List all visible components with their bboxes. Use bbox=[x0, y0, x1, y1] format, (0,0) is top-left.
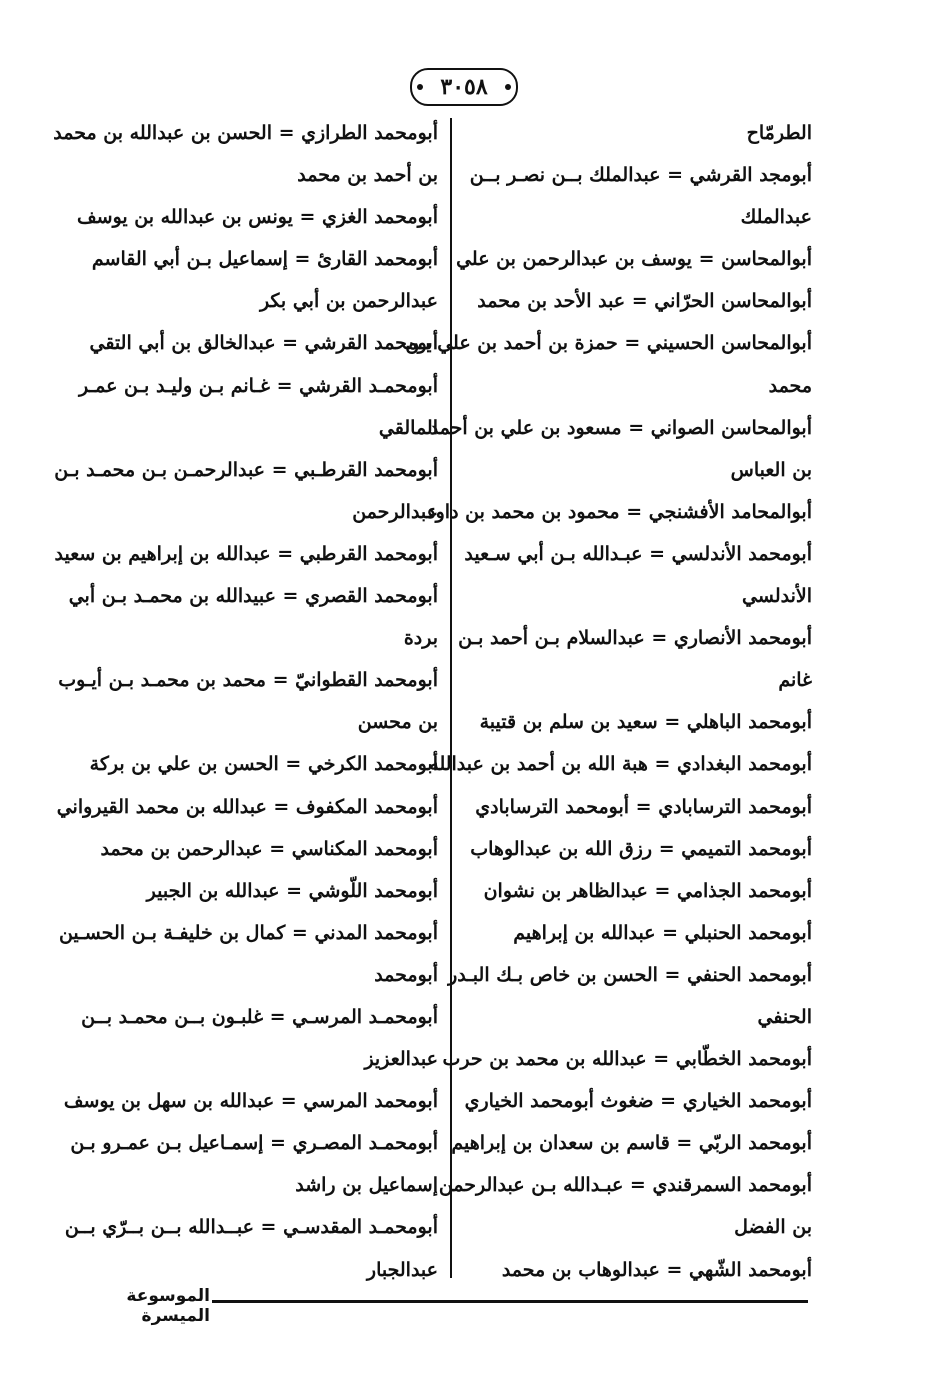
index-line: أبومحمد الحنفي = الحسن بن خاص بـك البـدر bbox=[448, 963, 812, 986]
index-line: أبوالمحاسن الحسيني = حمزة بن أحمد بن علي بـن bbox=[405, 332, 812, 355]
index-line: أبومحمد المرسي = عبدالله بن سهل بن يوسف bbox=[63, 1090, 438, 1113]
index-line: الحنفي bbox=[757, 1005, 812, 1028]
index-line: أبومحمد الطرازي = الحسن بن عبدالله بن محمد bbox=[53, 122, 438, 144]
index-line: أبومحمـد المقدسـي = عبــدالله بــن بــرّي بــن bbox=[64, 1216, 438, 1239]
index-line: أبومحمد الأندلسي = عبـدالله بـن أبي سـعيد bbox=[464, 542, 812, 565]
index-line: أبومحمد المدني = كمال بن خليفـة بـن الحسـين bbox=[58, 921, 438, 944]
index-line: بن العباس bbox=[730, 458, 812, 481]
index-line: أبوالمحاسن الصواني = مسعود بن علي بن أحمد bbox=[429, 416, 812, 439]
index-line: أبومحمد اللّوشي = عبدالله بن الجبير bbox=[146, 879, 438, 902]
footer-title: الموسوعة الميسرة bbox=[126, 1286, 210, 1326]
index-line: أبومحمد القصري = عبيدالله بن محمـد بـن أبي bbox=[68, 585, 438, 608]
left-column bbox=[53, 112, 438, 1291]
index-line: أبومحمد التميمي = رزق الله بن عبدالوهاب bbox=[470, 837, 812, 860]
index-line: أبومحمد الترسابادي = أبومحمد الترسابادي bbox=[475, 795, 812, 818]
index-line: أبومحمد الجذامي = عبدالظاهر بن نشوان bbox=[483, 879, 812, 902]
index-line: الطرمّاح bbox=[746, 122, 812, 144]
index-line: بردة bbox=[403, 627, 438, 650]
index-line: عبدالملك bbox=[740, 206, 812, 229]
index-line: بن محسن bbox=[357, 711, 438, 734]
index-line: أبومحمد الأنصاري = عبدالسلام بـن أحمد بـن bbox=[458, 627, 812, 650]
index-line: أبومحمد القرطبي = عبدالله بن إبراهيم بن سعيد bbox=[54, 542, 438, 565]
footer-rule bbox=[212, 1300, 808, 1303]
index-line: بن أحمد بن محمد bbox=[297, 164, 438, 187]
index-line: أبومحمد البغدادي = هبة الله بن أحمد بن عبدالله bbox=[429, 753, 812, 776]
index-line: أبومحمد الخطّابي = عبدالله بن محمد بن حرب bbox=[442, 1048, 812, 1071]
index-line: أبومحمد الربّي = قاسم بن سعدان بن إبراهيم bbox=[451, 1132, 812, 1155]
index-line: أبومجد القرشي = عبدالملك بــن نصـر بــن bbox=[469, 164, 812, 187]
index-line: أبوالمحاسن الحرّاني = عبد الأحد بن محمد bbox=[477, 290, 812, 313]
index-line: إسماعيل بن راشد bbox=[295, 1174, 438, 1197]
index-line: محمد bbox=[768, 374, 812, 397]
index-line: عبدالعزيز bbox=[364, 1048, 438, 1071]
index-line: الأندلسي bbox=[742, 585, 812, 608]
index-line: أبومحمد المكفوف = عبدالله بن محمد القيرواني bbox=[56, 795, 438, 818]
page-number-text: ٣٠٥٨ bbox=[440, 74, 488, 100]
index-line: أبومحمد الباهلي = سعيد بن سلم بن قتيبة bbox=[479, 711, 812, 734]
index-line: أبومحمـد المصـري = إسمـاعيل بـن عمـرو بـن bbox=[70, 1132, 438, 1155]
index-line: أبومحمد القطوانيّ = محمد بن محمـد بـن أيـوب bbox=[58, 669, 438, 692]
column-divider bbox=[450, 118, 452, 1278]
index-line: أبوالمحامد الأفشنجي = محمود بن محمد بن داود bbox=[427, 500, 812, 523]
index-line: أبومحمـد القرشي = غـانم بـن وليـد بـن عمـر bbox=[79, 374, 438, 397]
index-line: أبوالمحاسن = يوسف بن عبدالرحمن بن علي bbox=[456, 248, 812, 271]
index-line: أبومحمد القرشي = عبدالخالق بن أبي التقي bbox=[89, 332, 438, 355]
index-line: أبومحمد bbox=[374, 963, 438, 986]
index-line: عبدالجبار bbox=[366, 1258, 438, 1281]
index-line: بن الفضل bbox=[734, 1216, 812, 1239]
index-line: عبدالرحمن bbox=[352, 500, 438, 523]
index-line: أبومحمد الخياري = ضغوث أبومحمد الخياري bbox=[464, 1090, 812, 1113]
index-line: أبومحمد المكناسي = عبدالرحمن بن محمد bbox=[100, 837, 438, 860]
index-line: غانم bbox=[778, 669, 812, 692]
index-line: عبدالرحمن بن أبي بكر bbox=[259, 290, 438, 313]
index-line: أبومحمد الشّهي = عبدالوهاب بن محمد bbox=[501, 1258, 812, 1281]
page-number bbox=[410, 68, 518, 106]
index-line: أبومحمد الكرخي = الحسن بن علي بن بركة bbox=[89, 753, 438, 776]
index-line: أبومحمد السمرقندي = عبـدالله بـن عبدالرحمن bbox=[438, 1174, 812, 1197]
index-line: أبومحمد القرطـبي = عبدالرحمـن بـن محمـد بـن bbox=[54, 458, 438, 481]
index-line: أبومحمد الحنبلي = عبدالله بن إبراهيم bbox=[513, 921, 812, 944]
index-line: أبومحمـد المرسـي = غلبـون بــن محمـد بــن bbox=[81, 1005, 438, 1028]
index-line: أبومحمد الغزي = يونس بن عبدالله بن يوسف bbox=[77, 206, 438, 229]
index-line: المالقي bbox=[378, 416, 438, 439]
index-line: أبومحمد القارئ = إسماعيل بـن أبي القاسم bbox=[91, 248, 438, 271]
